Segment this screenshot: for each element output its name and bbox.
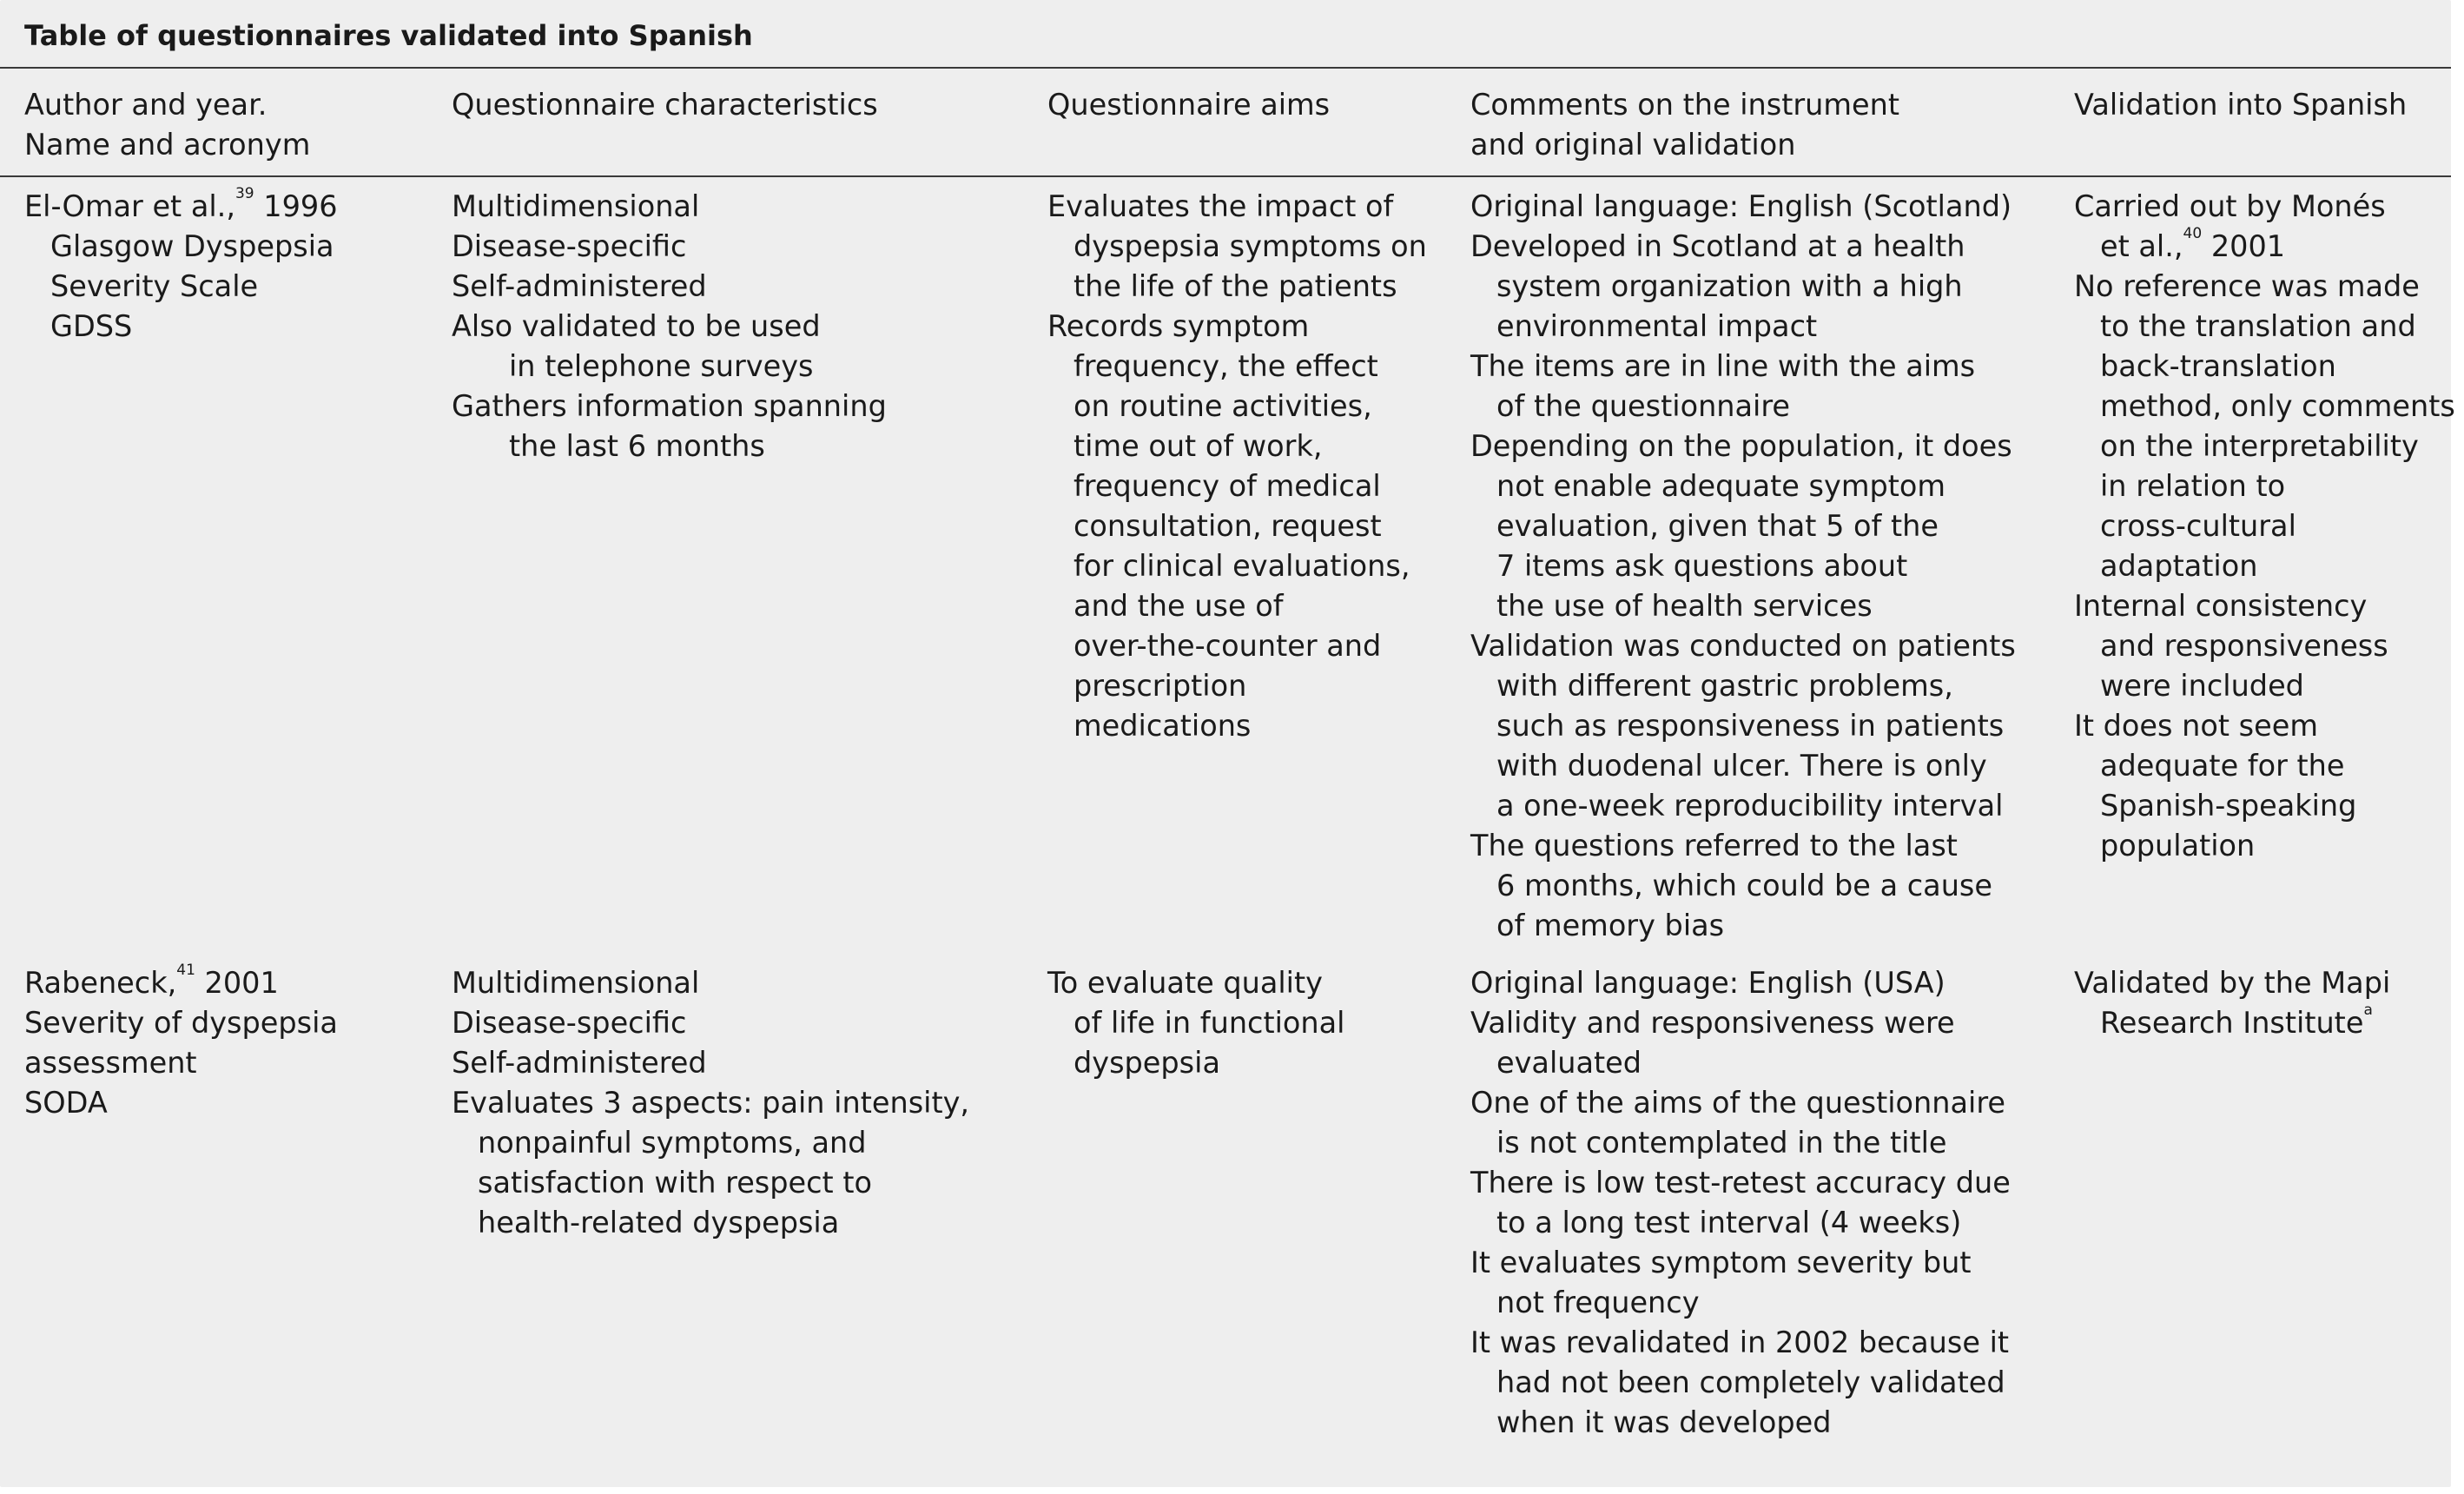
header-text: Questionnaire characteristics — [452, 88, 878, 122]
author-year: 1996 — [254, 189, 338, 223]
cell-line: No reference was made — [2074, 269, 2420, 303]
cell-line: on the interpretability — [2100, 429, 2419, 463]
header-text: Name and acronym — [24, 128, 311, 162]
cell-line: with different gastric problems, — [1496, 669, 1953, 703]
cell-line: system organization with a high — [1496, 269, 1963, 303]
cell-line: satisfaction with respect to — [478, 1166, 872, 1200]
cell-line: Also validated to be used — [452, 309, 821, 343]
cell-line: Self-administered — [452, 269, 707, 303]
cell-line: medications — [1073, 709, 1252, 743]
footnote-marker: a — [2363, 1002, 2373, 1019]
cell-line: the use of health services — [1496, 589, 1873, 623]
cell-line: consultation, request — [1073, 509, 1382, 543]
cell-line: It was revalidated in 2002 because it — [1470, 1325, 2010, 1359]
cell-line: Validated by the Mapi — [2074, 966, 2391, 1000]
cell-line: health-related dyspepsia — [478, 1206, 840, 1239]
cell-line: Original language: English (Scotland) — [1470, 189, 2012, 223]
cell-line: Disease-specific — [452, 229, 687, 263]
cell-line: not enable adequate symptom — [1496, 469, 1945, 503]
cell-line: The questions referred to the last — [1470, 829, 1958, 863]
row2-aims-cell — [1047, 963, 1344, 1083]
cell-line: time out of work, — [1073, 429, 1323, 463]
row1-characteristics-cell — [452, 187, 887, 466]
cell-line: frequency of medical — [1073, 469, 1381, 503]
cell-line: 6 months, which could be a cause — [1496, 869, 1992, 902]
cell-line: over-the-counter and — [1073, 629, 1382, 663]
row1-aims-cell — [1047, 187, 1427, 746]
cell-line: in telephone surveys — [509, 349, 814, 383]
cell-line: Disease-specific — [452, 1006, 687, 1040]
cell-line: adequate for the — [2100, 749, 2345, 783]
cell-line: with duodenal ulcer. There is only — [1496, 749, 1987, 783]
cell-line: population — [2100, 829, 2256, 863]
cell-line — [2074, 227, 2455, 267]
instrument-acronym: SODA — [24, 1086, 108, 1120]
cell-line: and the use of — [1073, 589, 1284, 623]
cell-line: in relation to — [2100, 469, 2286, 503]
cell-line: and responsiveness — [2100, 629, 2388, 663]
validation-year: 2001 — [2202, 229, 2286, 263]
cell-line: evaluation, given that 5 of the — [1496, 509, 1939, 543]
cell-line: of memory bias — [1496, 909, 1725, 942]
cell-line: on routine activities, — [1073, 389, 1372, 423]
cell-line — [2074, 1003, 2390, 1043]
cell-line: Internal consistency — [2074, 589, 2368, 623]
header-text: Validation into Spanish — [2074, 88, 2408, 122]
header-text: and original validation — [1470, 128, 1796, 162]
cell-line: were included — [2100, 669, 2304, 703]
cell-line: the last 6 months — [509, 429, 765, 463]
cell-line: a one-week reproducibility interval — [1496, 789, 2004, 823]
cell-line: to a long test interval (4 weeks) — [1496, 1206, 1962, 1239]
author-line — [24, 963, 338, 1003]
header-text: Questionnaire aims — [1047, 88, 1331, 122]
cell-line: Self-administered — [452, 1046, 707, 1080]
instrument-name: Severity Scale — [50, 269, 259, 303]
cell-line: Gathers information spanning — [452, 389, 887, 423]
cell-line: not frequency — [1496, 1286, 1700, 1319]
row1-author-cell — [24, 187, 338, 347]
cell-line: cross-cultural — [2100, 509, 2296, 543]
header-text: Author and year. — [24, 88, 268, 122]
cell-line: such as responsiveness in patients — [1496, 709, 2005, 743]
cell-line: Spanish-speaking — [2100, 789, 2357, 823]
header-aims — [1047, 85, 1330, 125]
top-rule — [0, 67, 2451, 69]
header-validation — [2074, 85, 2407, 125]
reference-number: 39 — [235, 185, 254, 202]
header-rule — [0, 175, 2451, 177]
cell-line: To evaluate quality — [1047, 966, 1323, 1000]
cell-line: is not contemplated in the title — [1496, 1126, 1947, 1160]
cell-line: 7 items ask questions about — [1496, 549, 1908, 583]
cell-line: of life in functional — [1073, 1006, 1345, 1040]
cell-line: Depending on the population, it does — [1470, 429, 2012, 463]
reference-number: 41 — [176, 962, 195, 979]
cell-line: nonpainful symptoms, and — [478, 1126, 867, 1160]
cell-line: It evaluates symptom severity but — [1470, 1246, 1972, 1279]
cell-line: Carried out by Monés — [2074, 189, 2386, 223]
reference-number: 40 — [2183, 225, 2203, 242]
table-title: Table of questionnaires validated into Spanish — [24, 19, 753, 52]
row1-comments-cell — [1470, 187, 2016, 946]
cell-line: the life of the patients — [1073, 269, 1397, 303]
row2-comments-cell — [1470, 963, 2011, 1443]
cell-line: adaptation — [2100, 549, 2258, 583]
cell-line: Validity and responsiveness were — [1470, 1006, 1955, 1040]
cell-line: environmental impact — [1496, 309, 1818, 343]
cell-line: method, only comments — [2100, 389, 2455, 423]
cell-line: Evaluates 3 aspects: pain intensity, — [452, 1086, 970, 1120]
cell-line: had not been completely validated — [1496, 1365, 2005, 1399]
cell-line: Original language: English (USA) — [1470, 966, 1945, 1000]
author-name: Rabeneck, — [24, 966, 177, 1000]
cell-line: Multidimensional — [452, 966, 700, 1000]
cell-line: There is low test-retest accuracy due — [1470, 1166, 2011, 1200]
cell-line: evaluated — [1496, 1046, 1642, 1080]
cell-line: of the questionnaire — [1496, 389, 1791, 423]
header-author-year — [24, 85, 310, 165]
instrument-name: Glasgow Dyspepsia — [50, 229, 334, 263]
cell-line: prescription — [1073, 669, 1247, 703]
cell-line: It does not seem — [2074, 709, 2318, 743]
row1-validation-cell — [2074, 187, 2455, 866]
validation-institute: Research Institute — [2100, 1006, 2364, 1040]
cell-line: back-translation — [2100, 349, 2336, 383]
header-characteristics — [452, 85, 878, 125]
cell-line: dyspepsia symptoms on — [1073, 229, 1427, 263]
author-line — [24, 187, 338, 227]
row2-author-cell — [24, 963, 338, 1123]
cell-line: dyspepsia — [1073, 1046, 1220, 1080]
cell-line: The items are in line with the aims — [1470, 349, 1976, 383]
cell-line: Multidimensional — [452, 189, 700, 223]
validation-author: et al., — [2100, 229, 2183, 263]
cell-line: Evaluates the impact of — [1047, 189, 1394, 223]
cell-line: when it was developed — [1496, 1405, 1832, 1439]
cell-line: Developed in Scotland at a health — [1470, 229, 1965, 263]
cell-line: for clinical evaluations, — [1073, 549, 1410, 583]
author-year: 2001 — [195, 966, 279, 1000]
instrument-name: assessment — [24, 1046, 197, 1080]
cell-line: One of the aims of the questionnaire — [1470, 1086, 2006, 1120]
row2-characteristics-cell — [452, 963, 969, 1243]
cell-line: Validation was conducted on patients — [1470, 629, 2016, 663]
instrument-acronym: GDSS — [50, 309, 133, 343]
header-comments — [1470, 85, 1899, 165]
cell-line: Records symptom — [1047, 309, 1310, 343]
cell-line: frequency, the effect — [1073, 349, 1378, 383]
header-text: Comments on the instrument — [1470, 88, 1899, 122]
cell-line: to the translation and — [2100, 309, 2416, 343]
row2-validation-cell — [2074, 963, 2390, 1043]
author-name: El-Omar et al., — [24, 189, 235, 223]
instrument-name: Severity of dyspepsia — [24, 1006, 338, 1040]
